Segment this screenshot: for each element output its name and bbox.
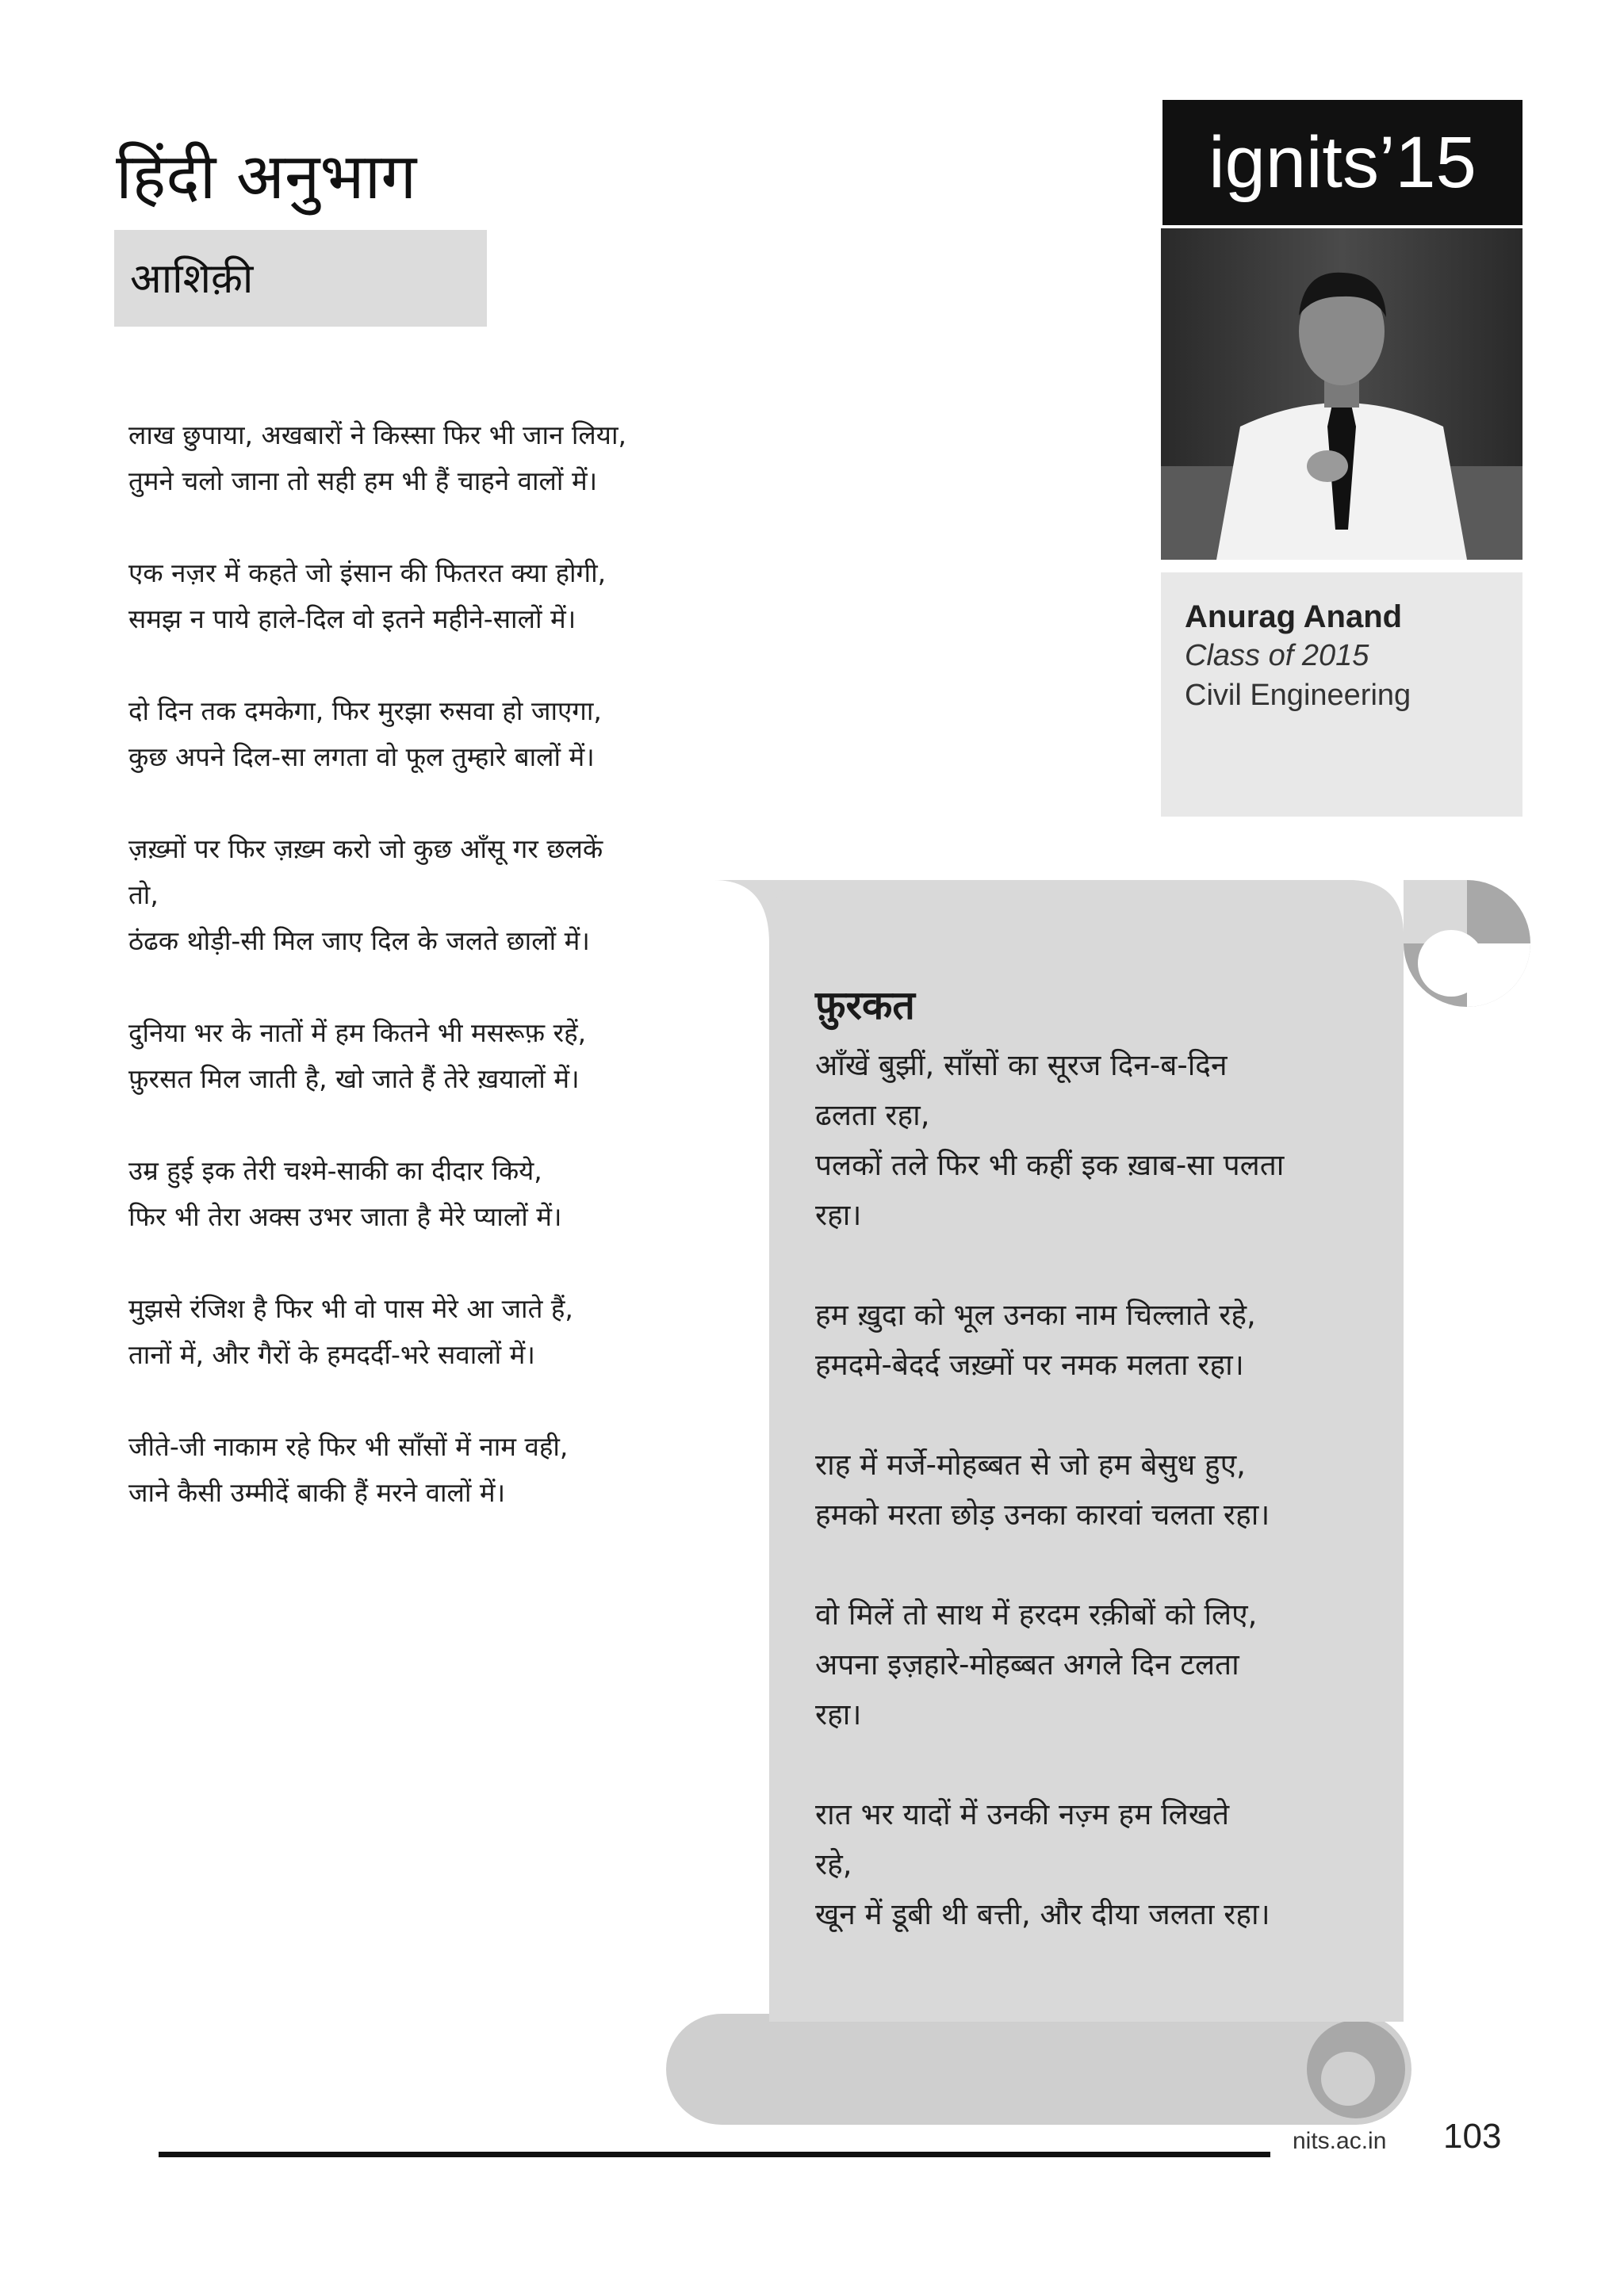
poem2-line: हम ख़ुदा को भूल उनका नाम चिल्लाते रहे, (815, 1298, 1256, 1332)
poem1-line: दो दिन तक दमकेगा, फिर मुरझा रुसवा हो जाएगा, (128, 695, 602, 726)
poem2-line: रात भर यादों में उनकी नज़्म हम लिखते (815, 1797, 1230, 1831)
poem2-line: रहा। (815, 1198, 862, 1232)
poem1-line: तुमने चलो जाना तो सही हम भी हैं चाहने वालों में। (128, 465, 598, 496)
poem1-stanza (128, 826, 747, 964)
poem2-stanza (815, 1290, 1370, 1390)
poem1-line: एक नज़र में कहते जो इंसान की फितरत क्या होगी, (128, 557, 607, 588)
poem2-line: खून में डूबी थी बत्ती, और दीया जलता रहा। (815, 1897, 1270, 1931)
poem1-line: तानों में, और गैरों के हमदर्दी-भरे सवालों में। (128, 1339, 535, 1370)
poem1-line: दुनिया भर के नातों में हम कितने भी मसरूफ़ रहें, (128, 1017, 587, 1048)
section-title: हिंदी अनुभाग (116, 140, 417, 213)
poem2-stanza (815, 1040, 1370, 1240)
poem2-line: रहा। (815, 1697, 862, 1732)
poem2-line: रहे, (815, 1847, 852, 1881)
poem2-title: फ़ुरकत (815, 982, 915, 1028)
scroll-bottom-roll (666, 2014, 1411, 2125)
poem2-line: हमको मरता छोड़ उनका कारवां चलता रहा। (815, 1498, 1270, 1532)
poem2-line: आँखें बुझीं, साँसों का सूरज दिन-ब-दिन (815, 1048, 1228, 1082)
author-class: Class of 2015 (1185, 639, 1369, 672)
poem2-body (815, 1040, 1370, 1989)
poem2-line: पलकों तले फिर भी कहीं इक ख़ाब-सा पलता (815, 1148, 1285, 1182)
poem1-stanza (128, 1286, 747, 1378)
author-department: Civil Engineering (1185, 679, 1411, 712)
poem1-stanza (128, 1148, 747, 1240)
poem1-title-box (114, 230, 487, 327)
magazine-badge: ignits’15 (1162, 100, 1522, 225)
footer-site: nits.ac.in (1293, 2128, 1387, 2154)
poem1-line: समझ न पाये हाले-दिल वो इतने महीने-सालों में। (128, 603, 576, 634)
poem2-line: ढलता रहा, (815, 1098, 930, 1132)
poem1-title: आशिक़ी (130, 255, 254, 303)
poem1-line: कुछ अपने दिल-सा लगता वो फूल तुम्हारे बालों में। (128, 741, 595, 772)
poem1-line: ज़ख़्मों पर फिर ज़ख़्म करो जो कुछ आँसू गर छलकें (128, 833, 603, 864)
page-number: 103 (1443, 2117, 1502, 2156)
poem2-line: वो मिलें तो साथ में हरदम रक़ीबों को लिए, (815, 1598, 1258, 1632)
poem1-line: तो, (128, 879, 159, 910)
poem1-line: फिर भी तेरा अक्स उभर जाता है मेरे प्यालों में। (128, 1201, 562, 1232)
poem1-stanza (128, 550, 747, 642)
poem1-line: मुझसे रंजिश है फिर भी वो पास मेरे आ जाते हैं, (128, 1293, 573, 1324)
poem2-line: हमदमे-बेदर्द जख़्मों पर नमक मलता रहा। (815, 1348, 1244, 1382)
poem2-line: अपना इज़हारे-मोहब्बत अगले दिन टलता (815, 1647, 1239, 1682)
footer-rule (159, 2152, 1270, 2157)
poem1-line: उम्र हुई इक तेरी चश्मे-साकी का दीदार किये, (128, 1155, 542, 1186)
poem1-line: जीते-जी नाकाम रहे फिर भी साँसों में नाम वही, (128, 1431, 569, 1462)
poem1-line: लाख छुपाया, अखबारों ने किस्सा फिर भी जान लिया, (128, 419, 626, 450)
poem2-stanza (815, 1440, 1370, 1540)
poem1-stanza (128, 688, 747, 780)
poem1-line: ठंढक थोड़ी-सी मिल जाए दिल के जलते छालों में। (128, 925, 590, 956)
poem1-stanza (128, 1424, 747, 1516)
poem1-body (128, 412, 747, 1562)
author-card (1161, 572, 1522, 817)
poem1-stanza (128, 412, 747, 504)
poem2-stanza (815, 1789, 1370, 1939)
author-photo-image (1161, 228, 1522, 560)
poem1-stanza (128, 1010, 747, 1102)
poem2-line: राह में मर्जे-मोहब्बत से जो हम बेसुध हुए, (815, 1448, 1246, 1482)
poem2-stanza (815, 1590, 1370, 1739)
poem1-line: जाने कैसी उम्मीदें बाकी हैं मरने वालों में। (128, 1477, 506, 1508)
author-photo (1161, 228, 1522, 560)
poem1-line: फ़ुरसत मिल जाती है, खो जाते हैं तेरे ख़यालों में। (128, 1063, 580, 1094)
author-name: Anurag Anand (1185, 599, 1403, 634)
